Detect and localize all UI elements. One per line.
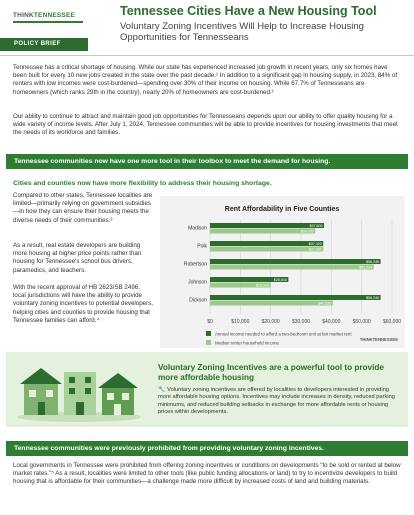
x-tick-label: $50,000 [352, 319, 371, 325]
bar-value-label: $40,520 [318, 301, 332, 306]
houses-illustration [14, 360, 144, 422]
zoning-incentives-callout [6, 352, 408, 427]
bar-value-label: $37,360 [308, 247, 322, 252]
logo-underline [13, 21, 83, 23]
chart-title: Rent Affordability in Five Counties [224, 206, 340, 213]
bar-value-label: $34,700 [300, 229, 314, 234]
chart-logo: THINKTENNESSEE [359, 337, 398, 342]
bar [210, 259, 381, 264]
callout-title: Voluntary Zoning Incentives are a powerful tool to provide more affordable housing [158, 363, 384, 382]
x-tick-label: $60,000 [382, 319, 402, 325]
callout-text [158, 387, 402, 416]
bar-value-label: $19,945 [255, 283, 269, 288]
bar [210, 223, 324, 228]
bar [210, 247, 323, 252]
section-paragraph-1: Compared to other states, Tennessee localities are limited—primarily relying on government subsidies—in how they can ensure their housing meets the diverse needs of their communities.³ [13, 192, 153, 224]
closing-paragraph: Local governments in Tennessee were prohibited from offering zoning incentives or conditions on developments "to be sold or rented at below market rates."⁵ As a result, localities were limited to other tools (like public funding allocations or land) to try to incentivize developers to build housing that is affordable for their communities—a challenge made more difficult by increased costs of land and building materials. [13, 462, 401, 486]
bar-value-label: $37,600 [309, 224, 323, 228]
logo-tn-text: TENNESSEE [33, 12, 76, 19]
x-tick-label: $10,000 [231, 319, 250, 325]
bar [210, 241, 323, 246]
policy-brief-badge: POLICY BRIEF [0, 38, 88, 51]
intro-paragraph-1: Tennessee has a critical shortage of housing. While our state has experienced increased job growth in recent years, only six homes have been built for every 10 new jobs created in the state over the past decade.¹ In addition to a significant gap in housing supply, in 2023, 84% of renters with low incomes were cost-burdened—spending over 30% of their income on housing. While 67.7% of Tennesseans are homeowners (which ranks 29th in the country), nearly 20% of homeowners are cost-burdened.² [13, 64, 398, 96]
legend-swatch [206, 340, 211, 345]
category-label: Polk [197, 243, 207, 250]
bar [210, 301, 333, 306]
category-label: Johnson [188, 279, 207, 286]
rent-affordability-chart [160, 196, 405, 348]
think-tennessee-logo [13, 12, 91, 23]
page-subtitle: Voluntary Zoning Incentives Will Help to Increase Housing Opportunities for Tennesseans [120, 21, 364, 43]
chart-svg [160, 196, 405, 348]
bar [210, 229, 315, 234]
banner-toolbox: Tennessee communities now have one more tool in their toolbox to meet the demand for housing. [6, 154, 408, 169]
bar-value-label: $56,240 [366, 296, 380, 300]
category-label: Dickson [189, 297, 207, 304]
x-tick-label: $20,000 [261, 319, 280, 325]
section-paragraph-3: With the recent approval of HB 2623/SB 2496, local jurisdictions will have the ability to provide voluntary zoning incentives to potential developers, helping cities and counties to provide housing that Tennessee families can afford.⁴ [13, 284, 153, 324]
intro-paragraph-2: Our ability to continue to attract and maintain good job opportunities for Tennesseans depends upon our ability to offer quality housing for a wide variety of income levels. After July 1, 2024, Tennessee communities will be able to provide incentives for housing investments that meet the needs of its workforce and families. [13, 113, 398, 137]
banner-prohibited: Tennessee communities were previously prohibited from providing voluntary zoning incentives. [6, 441, 408, 456]
x-tick-label: $0 [207, 319, 213, 325]
wrench-icon: 🔧 [158, 387, 166, 393]
legend-label: Annual income needed to afford a two-bedroom unit at fair market rent [215, 331, 352, 337]
logo-think-text: THINK [13, 12, 34, 19]
x-tick-label: $30,000 [291, 319, 311, 325]
bar-value-label: $25,840 [273, 278, 287, 282]
section-paragraph-2: As a result, real estate developers are building more housing at higher price points rather than housing for Tennessee's school bus drivers, paramedics, and teachers. [13, 242, 142, 274]
header-divider [0, 55, 414, 56]
x-tick-label: $40,000 [322, 319, 341, 325]
category-label: Robertson [183, 261, 207, 268]
bar-value-label: $53,934 [359, 265, 373, 270]
callout-body: Voluntary zoning incentives are offered by localities to developers interested in providing more affordable housing options. Incentives may include increases in density, reduced parking minimums, and reduced building setbacks in exchange for more affordable rents or housing prices within developments. [158, 387, 395, 415]
bar [210, 265, 374, 270]
section-heading-flexibility: Cities and counties now have more flexibility to address their housing shortage. [13, 180, 272, 187]
bar [210, 295, 381, 300]
bar-value-label: $37,320 [308, 242, 322, 246]
legend-swatch [206, 331, 211, 336]
category-label: Madison [188, 225, 207, 232]
page-title: Tennessee Cities Have a New Housing Tool [120, 4, 377, 18]
bar-value-label: $56,240 [366, 260, 380, 264]
legend-label: Median renter household income [215, 340, 279, 346]
header [0, 0, 414, 60]
